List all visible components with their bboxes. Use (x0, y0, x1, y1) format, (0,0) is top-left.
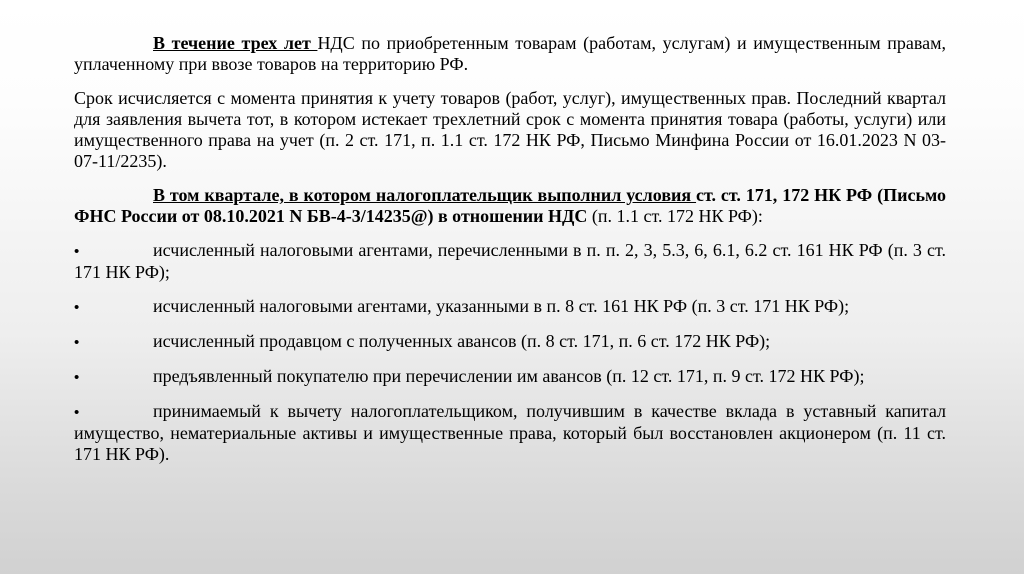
text-segment: (п. 1.1 ст. 172 НК РФ): (591, 206, 763, 226)
text-segment: исчисленный продавцом с полученных авансов (п. 8 ст. 171, п. 6 ст. 172 НК РФ); (153, 331, 771, 351)
text-segment: принимаемый к вычету налогоплательщиком, получившим в качестве вклада в уставный капитал имущество, нематериальные активы и имущественные права, который был восстановлен акционером (п. 11 ст. 171 НК РФ). (74, 401, 946, 464)
bullet-item (74, 366, 946, 388)
text-segment: НДС по приобретенным товарам (работам, услугам) и имущественным правам, уплаченному при ввозе товаров на территорию РФ. (74, 33, 946, 74)
text-segment: ст. ст. 171, 172 НК РФ (Письмо ФНС России от 08.10.2021 N БВ-4-3/14235@) в отношении НДС (74, 185, 946, 226)
bullet-item (74, 331, 946, 353)
bullet-icon: • (74, 404, 80, 421)
paragraph-quarter-conditions (74, 185, 946, 227)
text-segment: В течение трех лет (153, 33, 318, 53)
bullet-icon: • (74, 299, 80, 316)
bullet-item (74, 240, 946, 283)
bullet-item (74, 401, 946, 465)
text-segment: Срок исчисляется с момента принятия к учету товаров (работ, услуг), имущественных прав. Последний квартал для заявления вычета тот, в котором истекает трехлетний срок с момента принятия товара (работы, услуги) или имущественного права на учет (п. 2 ст. 171, п. 1.1 ст. 172 НК РФ, Письмо Минфина России от 16.01.2023 N 03-07-11/2235). (74, 88, 946, 171)
paragraph-intro-three-years (74, 33, 946, 75)
text-segment: В том квартале, в котором налогоплательщик выполнил условия (153, 185, 697, 205)
bullet-item (74, 296, 946, 318)
bullet-icon: • (74, 369, 80, 386)
bullet-icon: • (74, 334, 80, 351)
bullet-icon: • (74, 243, 80, 260)
text-segment: исчисленный налоговыми агентами, указанными в п. 8 ст. 161 НК РФ (п. 3 ст. 171 НК РФ); (153, 296, 850, 316)
paragraph-term-calculation (74, 88, 946, 172)
text-segment: исчисленный налоговыми агентами, перечисленными в п. п. 2, 3, 5.3, 6, 6.1, 6.2 ст. 161 НК РФ (п. 3 ст. 171 НК РФ); (74, 240, 946, 282)
text-segment: предъявленный покупателю при перечислении им авансов (п. 12 ст. 171, п. 9 ст. 172 НК РФ); (153, 366, 865, 386)
